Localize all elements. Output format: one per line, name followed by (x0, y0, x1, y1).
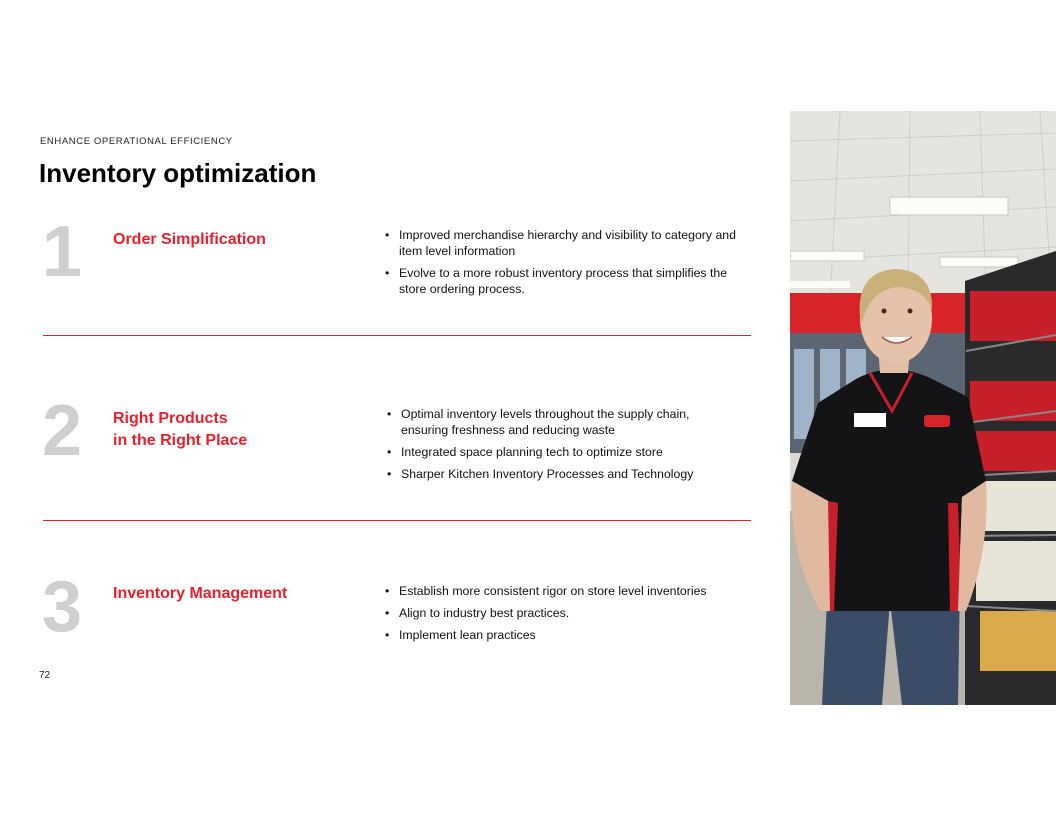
kicker: ENHANCE OPERATIONAL EFFICIENCY (40, 136, 233, 147)
section-bullets (386, 406, 731, 488)
bullet-item: • Integrated space planning tech to optimize store (386, 444, 731, 460)
section-heading: Inventory Management (113, 585, 288, 602)
divider (43, 335, 751, 336)
section-heading: Right Products in the Right Place (113, 410, 248, 449)
employee-photo (790, 111, 1056, 705)
divider (43, 520, 751, 521)
bullet-item: • Improved merchandise hierarchy and visibility to category and item level information (384, 227, 736, 259)
section-number: 3 (42, 567, 83, 647)
bullet-item: • Sharper Kitchen Inventory Processes and Technology (386, 466, 731, 482)
section-heading: Order Simplification (113, 231, 266, 248)
section-number: 2 (42, 391, 83, 471)
bullet-item: • Align to industry best practices. (384, 605, 736, 621)
bullet-item: • Implement lean practices (384, 627, 736, 643)
section-number: 1 (42, 212, 83, 292)
bullet-item: • Establish more consistent rigor on store level inventories (384, 583, 736, 599)
section-bullets (384, 227, 736, 303)
bullet-item: • Optimal inventory levels throughout the supply chain, ensuring freshness and reducing waste (386, 406, 731, 438)
bullet-item: • Evolve to a more robust inventory process that simplifies the store ordering process. (384, 265, 736, 297)
section-bullets (384, 583, 736, 649)
page-number: 72 (39, 670, 51, 681)
page-title: Inventory optimization (39, 158, 317, 188)
